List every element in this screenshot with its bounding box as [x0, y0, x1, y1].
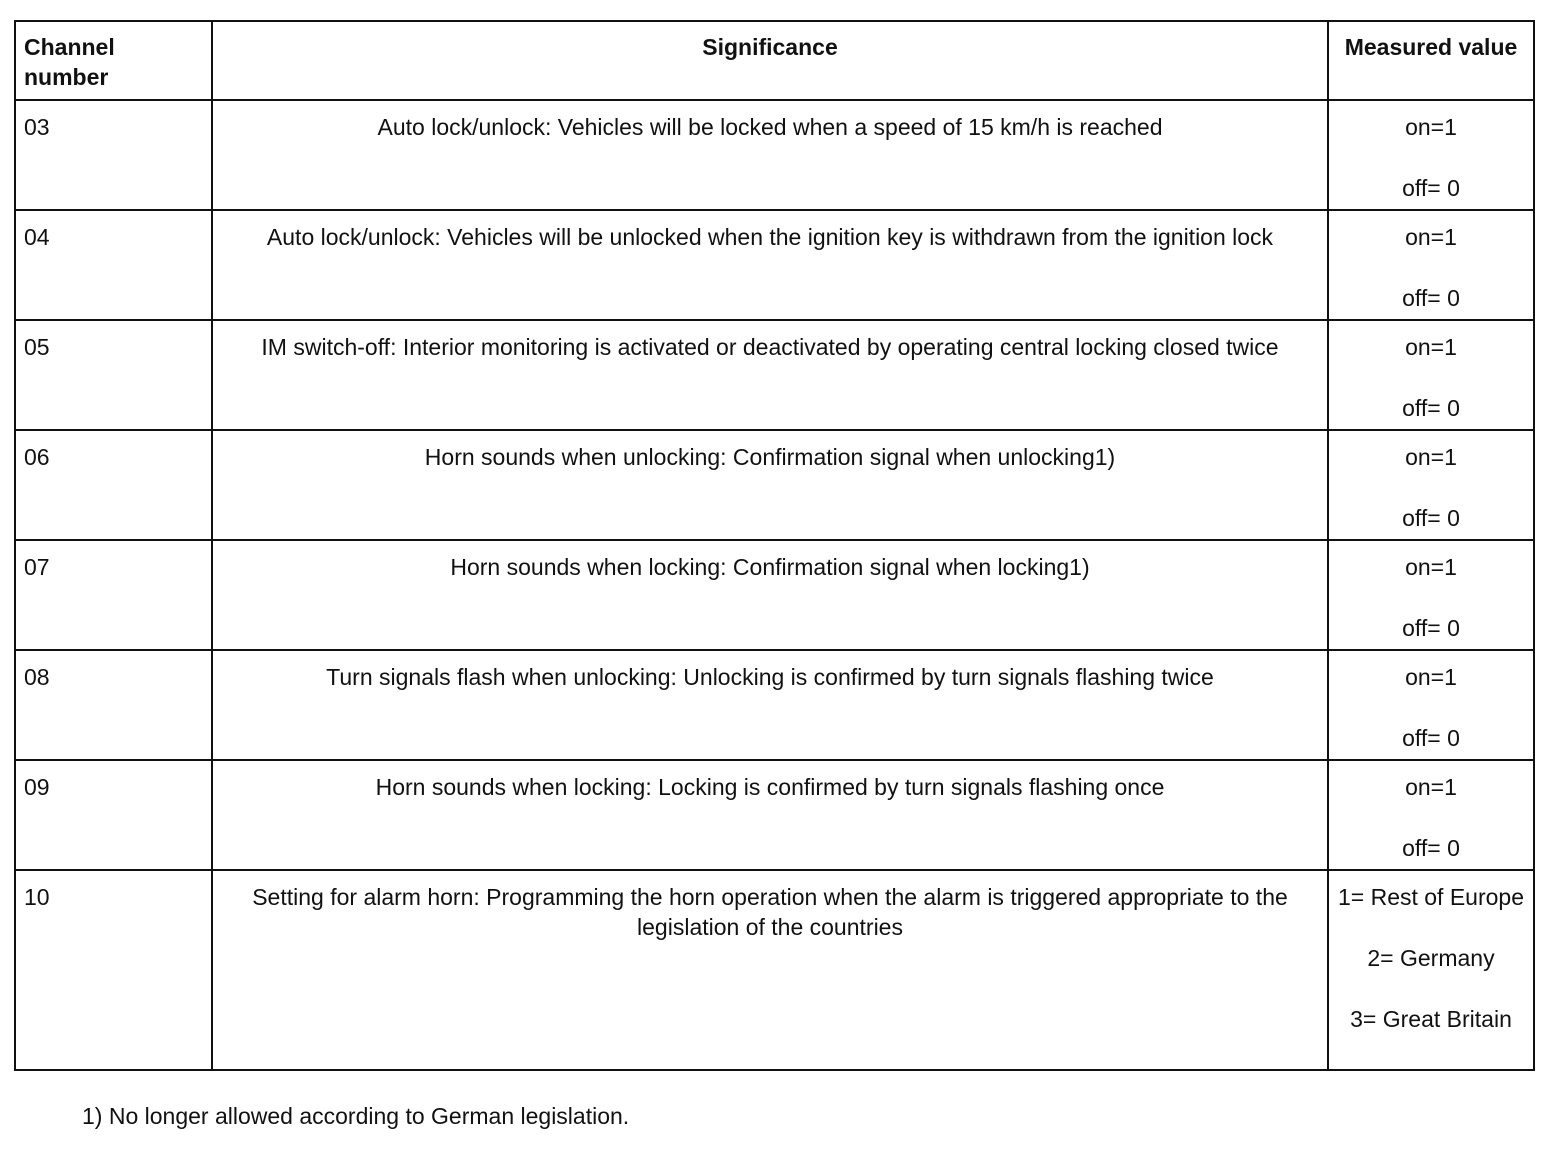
header-significance: Significance — [212, 21, 1328, 100]
measured-value-option-3: 3= Great Britain — [1350, 1006, 1512, 1032]
measured-value-off: off= 0 — [1402, 505, 1460, 531]
measured-value-off: off= 0 — [1402, 835, 1460, 861]
measured-value-cell — [1328, 430, 1534, 540]
channel-table — [14, 20, 1535, 1071]
measured-value-cell — [1328, 760, 1534, 870]
channel-number-cell: 09 — [15, 760, 212, 870]
table-row — [15, 430, 1534, 540]
measured-value-on: on=1 — [1405, 664, 1457, 690]
header-measured-value: Measured value — [1328, 21, 1534, 100]
measured-value-cell — [1328, 650, 1534, 760]
header-row — [15, 21, 1534, 100]
measured-value-cell — [1328, 320, 1534, 430]
channel-number-cell: 04 — [15, 210, 212, 320]
channel-number-cell: 05 — [15, 320, 212, 430]
measured-value-off: off= 0 — [1402, 615, 1460, 641]
table-row — [15, 760, 1534, 870]
significance-cell: IM switch-off: Interior monitoring is activated or deactivated by operating central locking closed twice — [212, 320, 1328, 430]
table-row — [15, 650, 1534, 760]
measured-value-option-1: 1= Rest of Europe — [1337, 884, 1525, 910]
measured-value-cell — [1328, 870, 1534, 1070]
measured-value-off: off= 0 — [1402, 395, 1460, 421]
channel-number-cell: 07 — [15, 540, 212, 650]
channel-number-cell: 10 — [15, 870, 212, 1070]
measured-value-option-2: 2= Germany — [1367, 945, 1495, 971]
table-row — [15, 210, 1534, 320]
significance-cell: Horn sounds when locking: Confirmation signal when locking1) — [212, 540, 1328, 650]
measured-value-on: on=1 — [1405, 554, 1457, 580]
significance-cell: Auto lock/unlock: Vehicles will be locked when a speed of 15 km/h is reached — [212, 100, 1328, 210]
measured-value-off: off= 0 — [1402, 175, 1460, 201]
measured-value-cell — [1328, 540, 1534, 650]
significance-cell: Turn signals flash when unlocking: Unlocking is confirmed by turn signals flashing twice — [212, 650, 1328, 760]
significance-cell: Setting for alarm horn: Programming the horn operation when the alarm is triggered appropriate to the legislation of the countries — [212, 870, 1328, 1070]
channel-number-cell: 03 — [15, 100, 212, 210]
measured-value-cell — [1328, 100, 1534, 210]
measured-value-on: on=1 — [1405, 774, 1457, 800]
table-row — [15, 870, 1534, 1070]
measured-value-cell — [1328, 210, 1534, 320]
significance-cell: Horn sounds when locking: Locking is confirmed by turn signals flashing once — [212, 760, 1328, 870]
measured-value-off: off= 0 — [1402, 285, 1460, 311]
header-channel-number: Channel number — [15, 21, 212, 100]
table-row — [15, 100, 1534, 210]
footnote: 1) No longer allowed according to German legislation. — [82, 1103, 630, 1129]
measured-value-off: off= 0 — [1402, 725, 1460, 751]
measured-value-on: on=1 — [1405, 114, 1457, 140]
table-row — [15, 540, 1534, 650]
measured-value-on: on=1 — [1405, 444, 1457, 470]
significance-cell: Auto lock/unlock: Vehicles will be unlocked when the ignition key is withdrawn from the ignition lock — [212, 210, 1328, 320]
table-row — [15, 320, 1534, 430]
significance-cell: Horn sounds when unlocking: Confirmation signal when unlocking1) — [212, 430, 1328, 540]
channel-number-cell: 08 — [15, 650, 212, 760]
channel-number-cell: 06 — [15, 430, 212, 540]
measured-value-on: on=1 — [1405, 224, 1457, 250]
measured-value-on: on=1 — [1405, 334, 1457, 360]
